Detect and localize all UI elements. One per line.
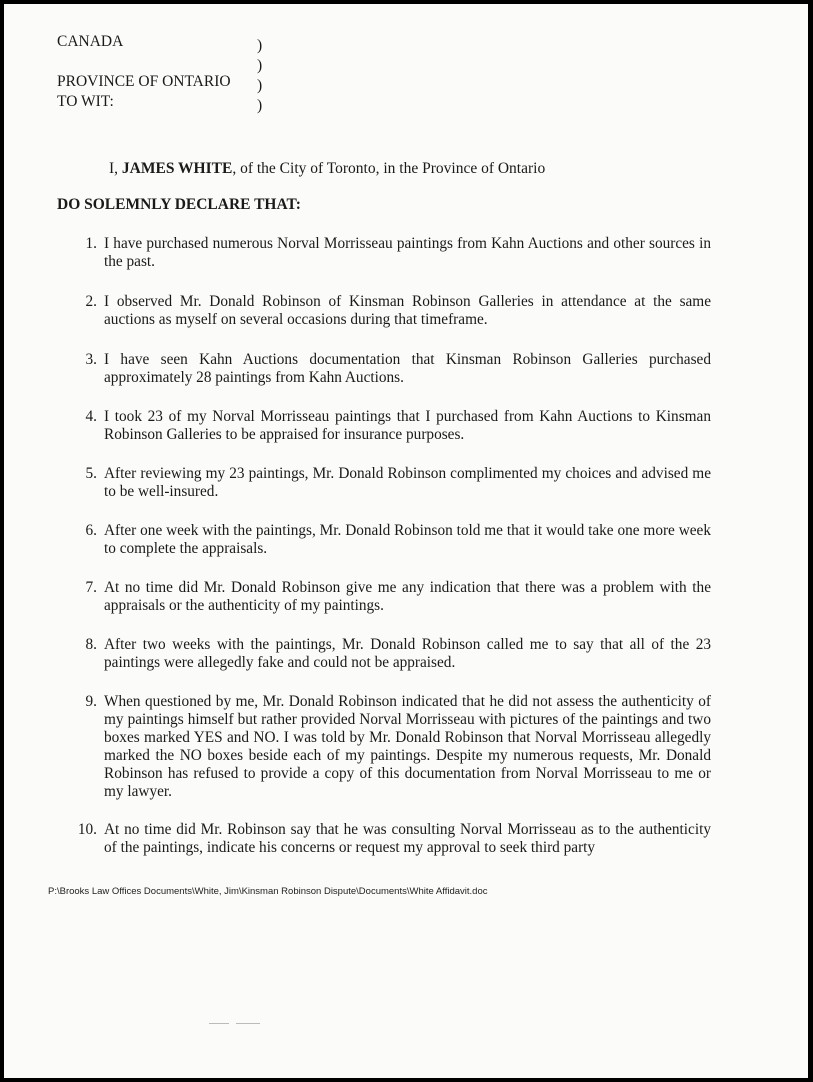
list-item: 8. After two weeks with the paintings, Mr. Donald Robinson called me to say that all of the 23 paintings were allegedly fake and could not be appraised. [85,636,711,671]
declaration-heading: DO SOLEMNLY DECLARE THAT: [57,196,301,213]
venue-brackets [257,36,262,116]
declarant-line: I, JAMES WHITE, of the City of Toronto, in the Province of Ontario [109,160,546,177]
scan-speck [209,1023,229,1024]
declarant-name: JAMES WHITE [121,160,233,177]
bracket: ) [257,57,263,74]
declaration-list [57,235,711,857]
country-line: CANADA [57,33,124,50]
list-item: 7. At no time did Mr. Donald Robinson give me any indication that there was a problem with the appraisals or the authenticity of my paintings. [85,579,711,614]
bracket: ) [257,37,263,54]
list-item: 6. After one week with the paintings, Mr. Donald Robinson told me that it would take one more week to complete the appraisals. [85,522,711,557]
to-wit-line: TO WIT: [57,93,114,110]
document-path-footer: P:\Brooks Law Offices Documents\White, Jim\Kinsman Robinson Dispute\Documents\White Affidavit.doc [48,886,488,897]
list-item: 2. I observed Mr. Donald Robinson of Kinsman Robinson Galleries in attendance at the same auctions as myself on several occasions during that timeframe. [85,293,711,328]
affidavit-page [4,4,808,1078]
bracket: ) [257,77,263,94]
venue-block [57,32,231,112]
list-item: 5. After reviewing my 23 paintings, Mr. Donald Robinson complimented my choices and advised me to be well-insured. [85,465,711,500]
list-item: 9. When questioned by me, Mr. Donald Robinson indicated that he did not assess the authenticity of my paintings himself but rather provided Norval Morrisseau with pictures of the paintings and two boxes marked YES and NO. I was told by Mr. Donald Robinson that Norval Morrisseau allegedly marked the NO boxes beside each of my paintings. Despite my numerous requests, Mr. Donald Robinson has refused to provide a copy of this documentation from Norval Morrisseau to me or my lawyer. [85,693,711,800]
list-item: 10. At no time did Mr. Robinson say that he was consulting Norval Morrisseau as to the authenticity of the paintings, indicate his concerns or request my approval to seek third party [77,821,711,856]
province-line: PROVINCE OF ONTARIO [57,73,231,90]
scan-speck [236,1023,260,1024]
list-item: 1. I have purchased numerous Norval Morrisseau paintings from Kahn Auctions and other sources in the past. [85,235,711,270]
list-item: 4. I took 23 of my Norval Morrisseau paintings that I purchased from Kahn Auctions to Kinsman Robinson Galleries to be appraised for insurance purposes. [85,408,711,443]
list-item: 3. I have seen Kahn Auctions documentation that Kinsman Robinson Galleries purchased approximately 28 paintings from Kahn Auctions. [85,351,711,386]
bracket: ) [257,97,263,114]
